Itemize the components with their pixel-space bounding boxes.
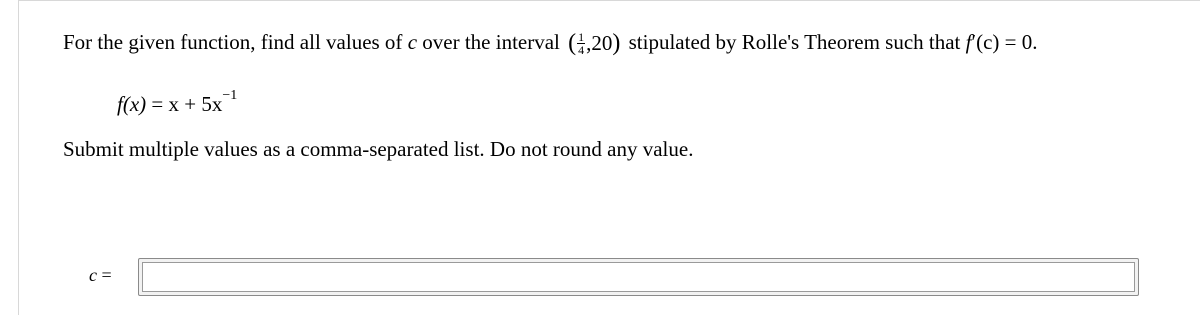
question-intro: For the given function, find all values of	[63, 30, 403, 54]
formula-exponent: −1	[222, 88, 238, 103]
formula-lhs: f(x)	[117, 92, 147, 116]
answer-field-frame	[138, 258, 1139, 296]
interval-close-paren: )	[612, 30, 621, 57]
fraction-denominator: 4	[578, 42, 585, 57]
interval-upper: 20	[591, 31, 613, 56]
instructions-text: Submit multiple values as a comma-separated list. Do not round any value.	[63, 137, 694, 161]
fraction-numerator: 1	[578, 29, 585, 44]
function-formula	[117, 86, 237, 118]
interval-open-paren: (	[568, 30, 577, 57]
interval-separator: ,	[586, 31, 592, 56]
question-middle: over the interval	[422, 30, 560, 54]
formula-rhs: = x + 5x	[146, 92, 223, 116]
question-after-interval: stipulated by Rolle's Theorem such that	[628, 30, 961, 54]
answer-input[interactable]	[142, 262, 1135, 292]
answer-equals: =	[97, 265, 112, 285]
condition-function: f	[965, 30, 972, 54]
condition-rest: ′(c) = 0.	[971, 30, 1038, 54]
answer-variable: c	[89, 265, 97, 285]
question-card	[18, 0, 1200, 315]
answer-label	[89, 263, 112, 287]
question-text	[63, 28, 1037, 59]
interval-expression	[568, 29, 620, 59]
interval-lower-fraction	[577, 31, 585, 56]
question-variable: c	[407, 30, 418, 54]
